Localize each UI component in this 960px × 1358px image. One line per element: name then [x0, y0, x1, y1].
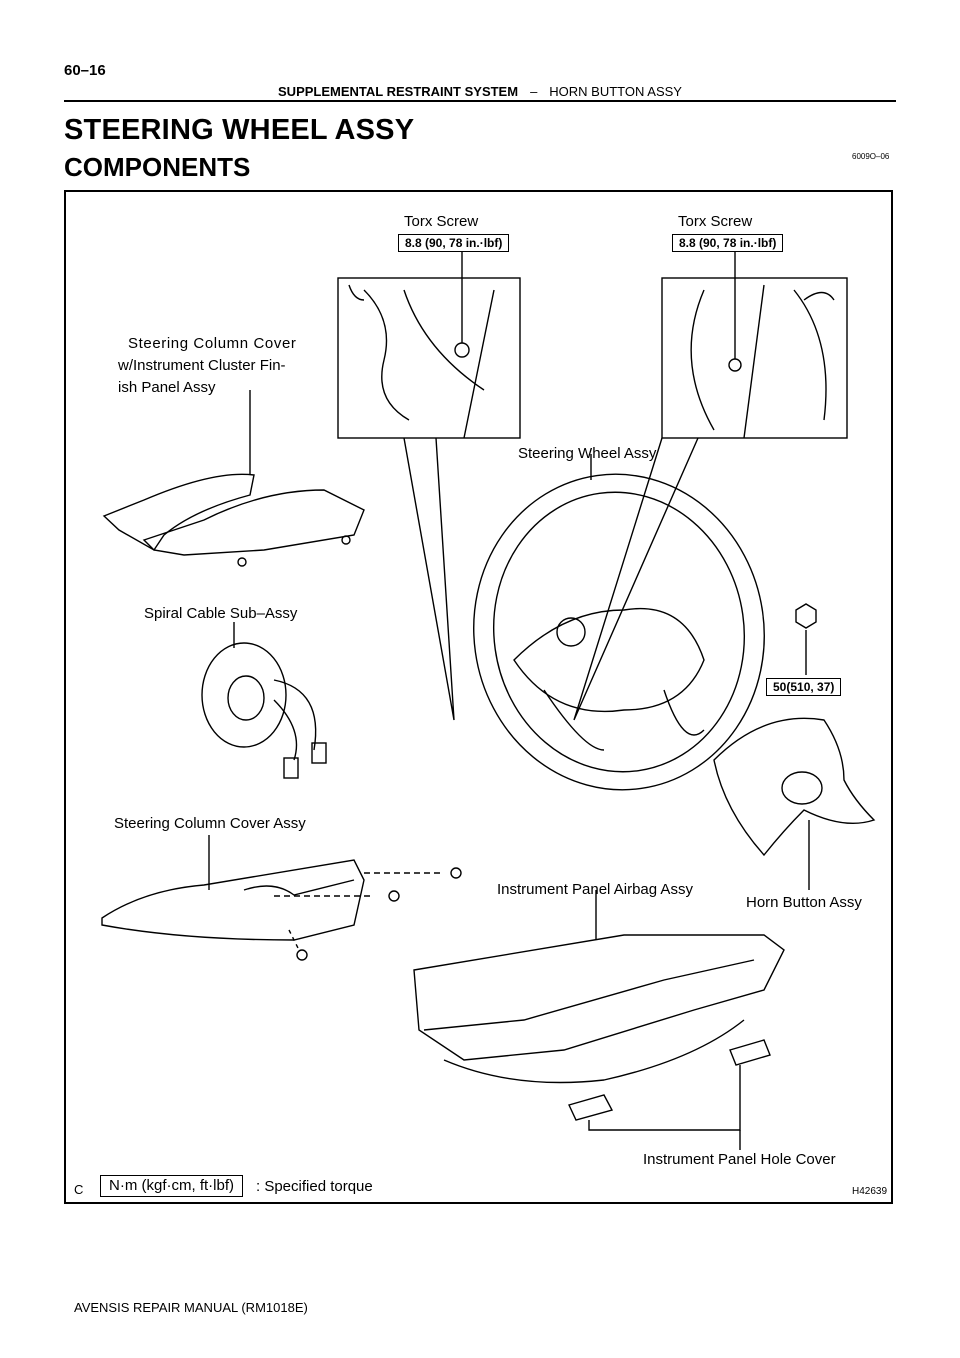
inset-left-pointer — [404, 438, 454, 720]
airbag-label: Instrument Panel Airbag Assy — [497, 881, 693, 898]
torque-value-left: 8.8 (90, 78 in.·lbf) — [398, 234, 509, 252]
airbag-drawing — [414, 890, 784, 1083]
hole-cover-label: Instrument Panel Hole Cover — [643, 1151, 836, 1168]
footer: AVENSIS REPAIR MANUAL (RM1018E) — [74, 1300, 308, 1315]
nut-drawing — [796, 604, 816, 628]
legend-unit-box: N·m (kgf·cm, ft·lbf) — [100, 1175, 243, 1197]
legend-text: : Specified torque — [256, 1178, 373, 1195]
torx-screw-left-label: Torx Screw — [404, 213, 479, 230]
figure-id: H42639 — [852, 1186, 888, 1197]
running-header — [64, 84, 896, 99]
section-title: SUPPLEMENTAL RESTRAINT SYSTEM — [278, 84, 519, 99]
header-separator: – — [530, 84, 538, 99]
document-code: 6009O–06 — [852, 152, 890, 161]
page-number: 60–16 — [64, 62, 106, 79]
column-cover-fin-label-line2: w/Instrument Cluster Fin- — [118, 357, 286, 374]
horn-button-label: Horn Button Assy — [746, 894, 862, 911]
column-cover-label: Steering Column Cover Assy — [114, 815, 306, 832]
steering-wheel-drawing — [453, 454, 784, 809]
inset-left — [338, 278, 520, 438]
column-cover-drawing — [102, 835, 461, 960]
steering-wheel-label: Steering Wheel Assy — [518, 445, 657, 462]
torque-value-right: 8.8 (90, 78 in.·lbf) — [672, 234, 783, 252]
column-cover-fin-label-line1: Steering Column Cover — [128, 335, 297, 352]
inset-right-pointer — [574, 438, 698, 720]
column-cover-fin-drawing — [104, 390, 364, 566]
legend-prefix: C — [74, 1182, 84, 1197]
spiral-cable-drawing — [202, 622, 326, 778]
section-heading: COMPONENTS — [64, 152, 251, 182]
page-title: STEERING WHEEL ASSY — [64, 114, 415, 146]
column-cover-fin-label-line3: ish Panel Assy — [118, 379, 216, 396]
spiral-cable-label: Spiral Cable Sub–Assy — [144, 605, 298, 622]
header-rule — [64, 100, 896, 102]
horn-button-drawing — [714, 718, 874, 890]
subsection-title: HORN BUTTON ASSY — [549, 84, 682, 99]
torx-screw-right-label: Torx Screw — [678, 213, 753, 230]
nut-torque-value: 50(510, 37) — [766, 678, 841, 696]
hole-cover-drawing — [569, 1040, 770, 1150]
